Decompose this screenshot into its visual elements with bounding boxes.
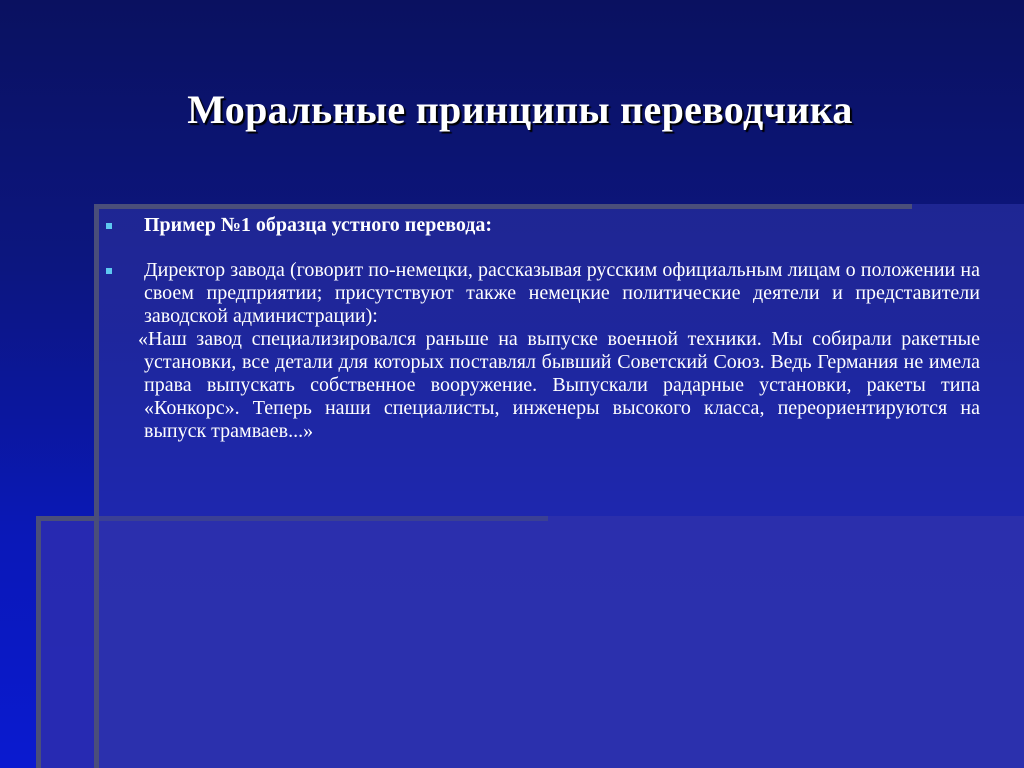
content-panel-top-border bbox=[94, 204, 912, 209]
square-bullet-icon bbox=[106, 223, 112, 229]
content-panel-left-border bbox=[94, 204, 99, 768]
bullet-text-example: Пример №1 образца устного перевода: bbox=[144, 214, 493, 236]
bullet-text-context: Директор завода (говорит по-немецки, рассказывая русским официальным лицам о положении на своем предприятии; присутствуют также немецкие политические деятели и представители заводской администрации): bbox=[144, 259, 980, 327]
slide-title: Моральные принципы переводчика bbox=[187, 87, 853, 132]
slide-body bbox=[104, 214, 980, 443]
square-bullet-icon bbox=[106, 268, 112, 274]
bullet-item-context bbox=[104, 259, 980, 328]
bullet-item-example bbox=[104, 214, 980, 237]
decorative-panel-back-left-border bbox=[36, 516, 41, 768]
quote-paragraph: «Наш завод специализировался раньше на выпуске военной техники. Мы собирали ракетные установки, все детали для которых поставлял бывший Советский Союз. Ведь Германия не имела права выпускать собственное вооружение. Выпускали радарные установки, ракеты типа «Конкорс». Теперь наши специалисты, инженеры высокого класса, переориентируются на выпуск трамваев...» bbox=[138, 328, 980, 442]
